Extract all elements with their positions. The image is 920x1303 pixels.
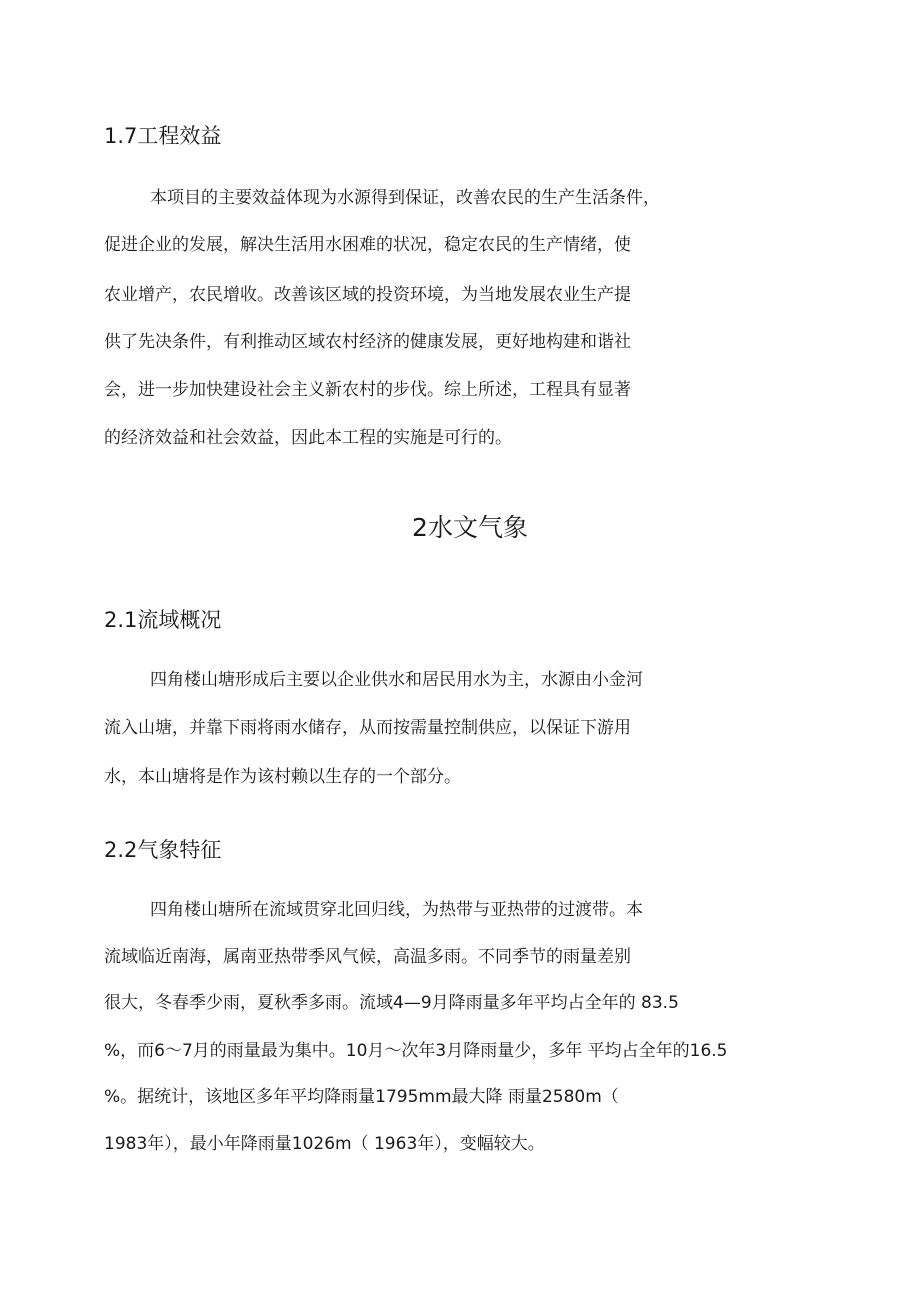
paragraph-line: 四角楼山塘形成后主要以企业供水和居民用水为主，水源由小金河	[150, 670, 643, 690]
paragraph-line: 促进企业的发展，解决生活用水困难的状况，稳定农民的生产情绪，使	[104, 235, 631, 255]
paragraph-line: 供了先决条件，有利推动区域农村经济的健康发展，更好地构建和谐社	[104, 332, 631, 352]
paragraph-line: %，而6～7月的雨量最为集中。10月～次年3月降雨量少，多年 平均占全年的16.5	[104, 1041, 728, 1061]
section-heading-2-2: 2.2气象特征	[104, 838, 222, 862]
paragraph-line: 会，进一步加快建设社会主义新农村的步伐。综上所述，工程具有显著	[104, 380, 631, 400]
paragraph-line: 很大，冬春季少雨，夏秋季多雨。流域4—9月降雨量多年平均占全年的 83.5	[104, 993, 679, 1013]
paragraph-line: 农业增产，农民增收。改善该区域的投资环境，为当地发展农业生产提	[104, 285, 631, 305]
paragraph-line: 的经济效益和社会效益，因此本工程的实施是可行的。	[104, 428, 512, 448]
section-heading-1-7: 1.7工程效益	[104, 124, 222, 148]
paragraph-line: 本项目的主要效益体现为水源得到保证，改善农民的生产生活条件，	[150, 188, 660, 208]
paragraph-line: %。据统计，该地区多年平均降雨量1795mm最大降 雨量2580m（	[104, 1087, 619, 1107]
paragraph-line: 四角楼山塘所在流域贯穿北回归线，为热带与亚热带的过渡带。本	[150, 900, 643, 920]
paragraph-line: 流域临近南海，属南亚热带季风气候，高温多雨。不同季节的雨量差别	[104, 947, 631, 967]
paragraph-line: 流入山塘，并靠下雨将雨水储存，从而按需量控制供应，以保证下游用	[104, 718, 631, 738]
paragraph-line: 1983年），最小年降雨量1026m（ 1963年），变幅较大。	[104, 1134, 545, 1154]
chapter-title: 2水文气象	[412, 513, 528, 542]
section-heading-2-1: 2.1流域概况	[104, 608, 222, 632]
paragraph-line: 水，本山塘将是作为该村赖以生存的一个部分。	[104, 767, 461, 787]
